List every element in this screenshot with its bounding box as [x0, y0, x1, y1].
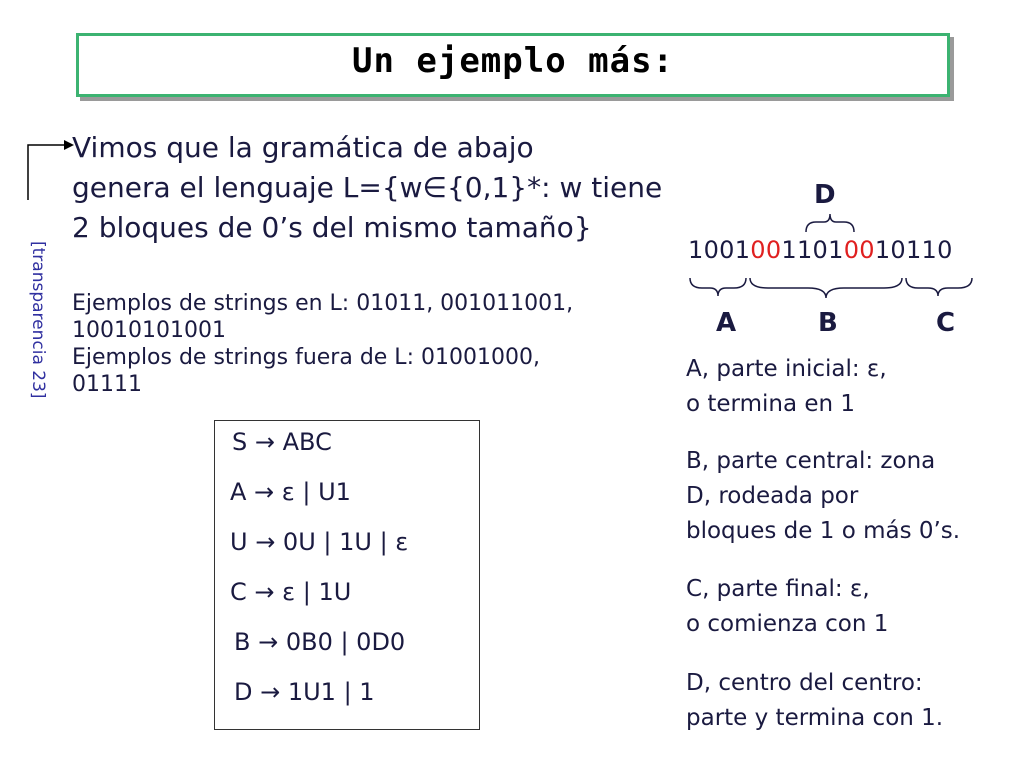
desc-text: o termina en 1 [686, 391, 856, 417]
desc-text: bloques de 1 o más 0’s. [686, 518, 961, 544]
label-c: C [936, 308, 956, 338]
bit-string [688, 236, 953, 264]
grammar-rule-d: D → 1U1 | 1 [234, 678, 375, 706]
desc-text: o comienza con 1 [686, 611, 889, 637]
desc-text: , parte final: ε, [702, 576, 870, 602]
grammar-rule-c: C → ε | 1U [230, 578, 352, 606]
brace-d-icon [800, 210, 860, 236]
examples-line: Ejemplos de strings fuera de L: 01001000, [72, 345, 540, 370]
bits-zero-block: 00 [843, 236, 875, 264]
desc-key: C [686, 576, 703, 602]
desc-key: A [686, 356, 702, 382]
slide-title: Un ejemplo más: [351, 41, 675, 81]
description-c [686, 572, 1016, 642]
label-a: A [716, 308, 737, 338]
side-label: [transparencia 23] [28, 241, 48, 399]
bits-middle: 1101 [781, 236, 844, 264]
intro-line: genera el lenguaje L={w∈{0,1}*: w tiene [72, 171, 663, 204]
label-b: B [818, 308, 838, 338]
grammar-rule-s: S → ABC [232, 428, 332, 456]
desc-key: D [686, 670, 704, 696]
examples-line: Ejemplos de strings en L: 01011, 001011001, [72, 291, 574, 316]
bits-zero-block: 00 [750, 236, 782, 264]
desc-text: D, rodeada por [686, 483, 859, 509]
intro-text [72, 128, 692, 248]
grammar-rule-b: B → 0B0 | 0D0 [234, 628, 406, 656]
braces-abc-icon [688, 274, 978, 304]
description-b [686, 444, 1016, 549]
desc-text: , parte central: zona [701, 448, 936, 474]
intro-line: Vimos que la gramática de abajo [72, 131, 534, 164]
intro-line: 2 bloques de 0’s del mismo tamaño} [72, 211, 592, 244]
desc-text: , parte inicial: ε, [701, 356, 887, 382]
grammar-rule-u: U → 0U | 1U | ε [230, 528, 409, 556]
desc-key: B [686, 448, 702, 474]
desc-text: parte y termina con 1. [686, 705, 944, 731]
bits-suffix: 10110 [874, 236, 953, 264]
examples-text [72, 290, 692, 398]
examples-line: 10010101001 [72, 318, 226, 343]
desc-text: , centro del centro: [703, 670, 923, 696]
description-a [686, 352, 1016, 422]
bits-prefix: 1001 [688, 236, 751, 264]
grammar-rule-a: A → ε | U1 [230, 478, 351, 506]
description-d [686, 666, 1016, 736]
pointer-arrow-icon [20, 135, 80, 205]
title-box [76, 33, 950, 97]
label-d: D [814, 180, 836, 210]
examples-line: 01111 [72, 372, 142, 397]
